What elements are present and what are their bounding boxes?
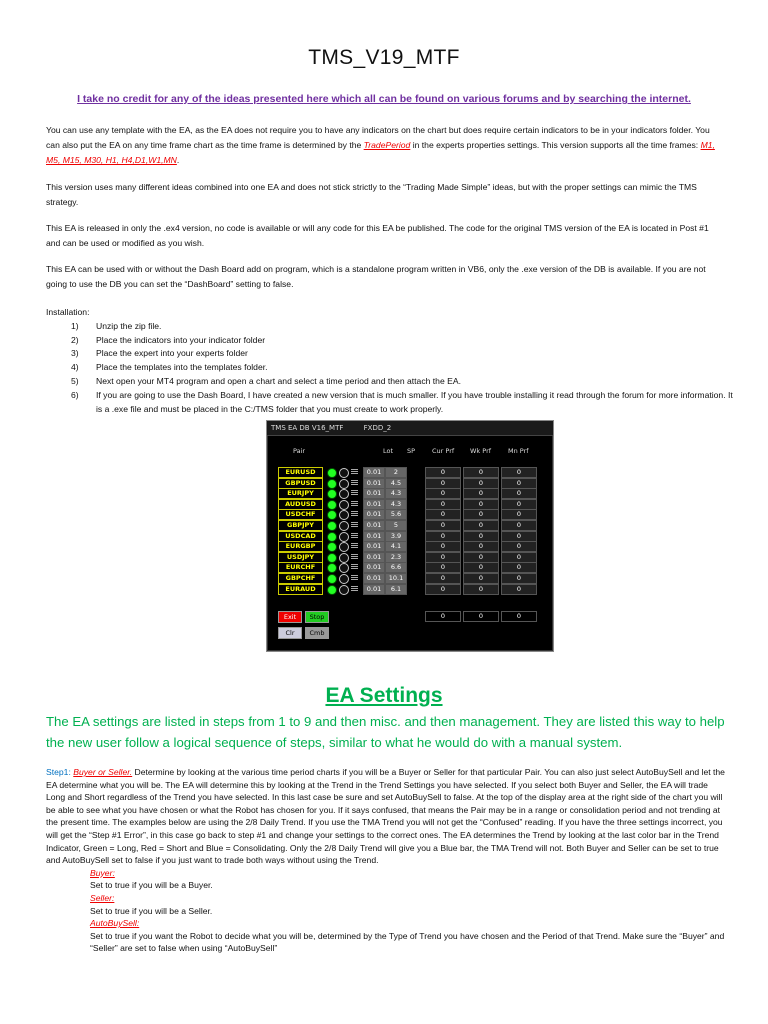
mn-prf-cell: 0 <box>501 562 537 573</box>
pair-button[interactable]: USDJPY <box>278 552 323 563</box>
paragraph-dashboard: This EA can be used with or without the Dash Board add on program, which is a standalone program written in VB6, only the .exe version of the DB is available. If you are not going to use the DB you can set the “DashBoard” setting to false. <box>46 264 706 289</box>
lot-cell: 0.01 <box>363 488 385 499</box>
status-led-icon <box>327 574 337 584</box>
col-wk-prf: Wk Prf <box>470 447 492 455</box>
pair-button[interactable]: EURGBP <box>278 541 323 552</box>
dashboard-screenshot <box>266 420 554 652</box>
wk-prf-cell: 0 <box>463 541 499 552</box>
smiley-icon <box>339 500 349 510</box>
bars-icon <box>351 575 358 581</box>
installation-steps <box>46 320 736 417</box>
pair-button[interactable]: AUDUSD <box>278 499 323 510</box>
sp-cell: 4.1 <box>385 541 407 552</box>
smiley-icon <box>339 532 349 542</box>
pair-button[interactable]: GBPJPY <box>278 520 323 531</box>
status-led-icon <box>327 500 337 510</box>
status-led-icon <box>327 510 337 520</box>
stop-button[interactable]: Stop <box>305 611 329 623</box>
cur-prf-cell: 0 <box>425 499 461 510</box>
cur-prf-cell: 0 <box>425 573 461 584</box>
lot-cell: 0.01 <box>363 499 385 510</box>
step-number: 2) <box>71 334 79 345</box>
sp-cell: 6.6 <box>385 562 407 573</box>
sp-cell: 4.3 <box>385 488 407 499</box>
exit-button[interactable]: Exit <box>278 611 302 623</box>
lot-cell: 0.01 <box>363 520 385 531</box>
status-led-icon <box>327 585 337 595</box>
cur-prf-cell: 0 <box>425 552 461 563</box>
dashboard-row <box>267 520 553 531</box>
mn-prf-cell: 0 <box>501 541 537 552</box>
step-text: Next open your MT4 program and open a chart and select a time period and then attach the EA. <box>96 375 461 386</box>
mn-prf-cell: 0 <box>501 573 537 584</box>
status-led-icon <box>327 532 337 542</box>
install-step <box>46 347 736 361</box>
pair-button[interactable]: EURJPY <box>278 488 323 499</box>
col-lot: Lot <box>383 447 394 455</box>
step-text: If you are going to use the Dash Board, I have created a new version that is much smaller. If you have trouble installing it read through the forum for more information. It is a .exe file and must be placed in the C:/TMS folder that you must create to work properly. <box>96 389 733 414</box>
pair-button[interactable]: USDCAD <box>278 531 323 542</box>
pair-button[interactable]: EURUSD <box>278 467 323 478</box>
total-mn-prf: 0 <box>501 611 537 622</box>
lot-cell: 0.01 <box>363 467 385 478</box>
sp-cell: 2.3 <box>385 552 407 563</box>
bars-icon <box>351 543 358 549</box>
bars-icon <box>351 469 358 475</box>
col-mn-prf: Mn Prf <box>508 447 529 455</box>
col-sp: SP <box>407 447 416 455</box>
wk-prf-cell: 0 <box>463 552 499 563</box>
wk-prf-cell: 0 <box>463 531 499 542</box>
sp-cell: 3.9 <box>385 531 407 542</box>
wk-prf-cell: 0 <box>463 584 499 595</box>
dashboard-account: FXDD_2 <box>363 424 392 432</box>
mn-prf-cell: 0 <box>501 488 537 499</box>
lot-cell: 0.01 <box>363 562 385 573</box>
install-step <box>46 320 736 334</box>
wk-prf-cell: 0 <box>463 488 499 499</box>
sp-cell: 4.5 <box>385 478 407 489</box>
dashboard-row <box>267 541 553 552</box>
dashboard-row <box>267 552 553 563</box>
lot-cell: 0.01 <box>363 531 385 542</box>
dashboard-row <box>267 531 553 542</box>
lot-cell: 0.01 <box>363 541 385 552</box>
tradeperiod-link: TradePeriod <box>363 140 411 150</box>
install-step <box>46 375 736 389</box>
autobuysell-text: Set to true if you want the Robot to decide what you will be, determined by the Type of Trend you have chosen and the Period of that Trend. Make sure the “Buyer” and “Seller” are set to false when using “AutoBuySell” <box>90 930 725 954</box>
install-step <box>46 361 736 375</box>
pair-button[interactable]: EURCHF <box>278 562 323 573</box>
smiley-icon <box>339 521 349 531</box>
dashboard-row <box>267 488 553 499</box>
step1-section <box>46 766 726 955</box>
sp-cell: 6.1 <box>385 584 407 595</box>
status-led-icon <box>327 468 337 478</box>
smiley-icon <box>339 585 349 595</box>
status-led-icon <box>327 553 337 563</box>
col-pair: Pair <box>293 447 306 455</box>
wk-prf-cell: 0 <box>463 467 499 478</box>
paragraph-release: This EA is released in only the .ex4 version, no code is available or will any code for this EA be published. The code for the original TMS version of the EA is located in Post #1 and can be used or modified as you wish. <box>46 223 709 248</box>
pair-button[interactable]: GBPUSD <box>278 478 323 489</box>
step-number: 4) <box>71 362 79 373</box>
status-led-icon <box>327 521 337 531</box>
cur-prf-cell: 0 <box>425 467 461 478</box>
pair-button[interactable]: GBPCHF <box>278 573 323 584</box>
mn-prf-cell: 0 <box>501 552 537 563</box>
dashboard-title: TMS EA DB V16_MTF <box>271 424 344 432</box>
clr-button[interactable]: Clr <box>278 627 302 639</box>
status-led-icon <box>327 489 337 499</box>
step-number: 1) <box>71 320 79 331</box>
step-number: 3) <box>71 348 79 359</box>
buyer-text: Set to true if you will be a Buyer. <box>90 880 213 891</box>
mn-prf-cell: 0 <box>501 531 537 542</box>
bars-icon <box>351 480 358 486</box>
status-led-icon <box>327 542 337 552</box>
total-wk-prf: 0 <box>463 611 499 622</box>
seller-label: Seller: <box>90 892 115 903</box>
bars-icon <box>351 554 358 560</box>
step1-title: Buyer or Seller. <box>73 767 133 777</box>
install-step <box>46 334 736 348</box>
mn-prf-cell: 0 <box>501 520 537 531</box>
dashboard-titlebar <box>267 421 553 436</box>
cur-prf-cell: 0 <box>425 520 461 531</box>
wk-prf-cell: 0 <box>463 562 499 573</box>
cur-prf-cell: 0 <box>425 531 461 542</box>
status-led-icon <box>327 479 337 489</box>
step-number: 5) <box>71 375 79 386</box>
wk-prf-cell: 0 <box>463 509 499 520</box>
step1-label: Step1: <box>46 767 71 777</box>
cur-prf-cell: 0 <box>425 509 461 520</box>
document-title: TMS_V19_MTF <box>308 46 460 69</box>
total-cur-prf: 0 <box>425 611 461 622</box>
mn-prf-cell: 0 <box>501 467 537 478</box>
dashboard-rows <box>267 467 553 594</box>
timeframes-text: M1, M5, M15, M30, H1, H4,D1,W1,MN <box>46 140 715 165</box>
smiley-icon <box>339 489 349 499</box>
seller-text: Set to true if you will be a Seller. <box>90 905 213 916</box>
bars-icon <box>351 564 358 570</box>
bars-icon <box>351 522 358 528</box>
status-led-icon <box>327 563 337 573</box>
smiley-icon <box>339 468 349 478</box>
smiley-icon <box>339 563 349 573</box>
paragraph-strategy: This version uses many different ideas combined into one EA and does not stick strictly to the “Trading Made Simple” ideas, but with the proper settings can mimic the TMS strategy. <box>46 182 697 207</box>
lot-cell: 0.01 <box>363 573 385 584</box>
lot-cell: 0.01 <box>363 478 385 489</box>
credit-notice: I take no credit for any of the ideas presented here which all can be found on various forums and by searching the internet. <box>77 93 691 105</box>
sp-cell: 5 <box>385 520 407 531</box>
ea-settings-heading: EA Settings <box>325 684 443 707</box>
wk-prf-cell: 0 <box>463 478 499 489</box>
ea-settings-intro: The EA settings are listed in steps from 1 to 9 and then misc. and then management. They are listed this way to help the new user follow a logical sequence of steps, similar to what he would do with a manual system. <box>46 714 725 750</box>
installation-label: Installation: <box>46 307 90 317</box>
sp-cell: 10.1 <box>385 573 407 584</box>
smiley-icon <box>339 510 349 520</box>
step-text: Place the templates into the templates folder. <box>96 362 268 373</box>
cmb-button[interactable]: Cmb <box>305 627 329 639</box>
col-cur-prf: Cur Prf <box>432 447 455 455</box>
cur-prf-cell: 0 <box>425 584 461 595</box>
sp-cell: 5.6 <box>385 509 407 520</box>
install-step <box>46 389 736 417</box>
smiley-icon <box>339 574 349 584</box>
pair-button[interactable]: USDCHF <box>278 509 323 520</box>
lot-cell: 0.01 <box>363 584 385 595</box>
installation-section <box>46 306 736 416</box>
wk-prf-cell: 0 <box>463 573 499 584</box>
dashboard-row <box>267 478 553 489</box>
bars-icon <box>351 533 358 539</box>
cur-prf-cell: 0 <box>425 541 461 552</box>
mn-prf-cell: 0 <box>501 509 537 520</box>
step-text: Place the indicators into your indicator folder <box>96 334 266 345</box>
smiley-icon <box>339 542 349 552</box>
step-text: Place the expert into your experts folder <box>96 348 248 359</box>
bars-icon <box>351 586 358 592</box>
lot-cell: 0.01 <box>363 552 385 563</box>
dashboard-header <box>267 447 553 459</box>
dashboard-row <box>267 467 553 478</box>
cur-prf-cell: 0 <box>425 488 461 499</box>
dashboard-row <box>267 499 553 510</box>
sp-cell: 4.3 <box>385 499 407 510</box>
wk-prf-cell: 0 <box>463 520 499 531</box>
autobuysell-label: AutoBuySell: <box>90 918 140 929</box>
dashboard-row <box>267 509 553 520</box>
step-text: Unzip the zip file. <box>96 320 162 331</box>
sp-cell: 2 <box>385 467 407 478</box>
bars-icon <box>351 490 358 496</box>
pair-button[interactable]: EURAUD <box>278 584 323 595</box>
mn-prf-cell: 0 <box>501 499 537 510</box>
smiley-icon <box>339 553 349 563</box>
bars-icon <box>351 511 358 517</box>
dashboard-row <box>267 562 553 573</box>
mn-prf-cell: 0 <box>501 478 537 489</box>
step1-text: Determine by looking at the various time period charts if you will be a Buyer or Seller for that particular Pair. You can also just select AutoBuySell and let the EA determine what you will be. The EA will determine this by looking at the Trend in the Trend Settings you have selected. If you select both Buyer and Seller, the EA will trade Long and Short regardless of the Trend you have selected. In this last case be sure and set AutoBuySell to false. At the top of the display area at the right side of the chart you will be able to see what you have chosen or what the Robot has chosen for you. If it says confused, that means the Pair may be in a range or consolidation period and not trending at the present time. The examples below are using the 2/8 Daily Trend. If you use the TMA Trend you will not get the “Confused” reading. If you have the three settings incorrect, you will get the “Step #1 Error”, in this case go back to step #1 and change your settings to the correct ones. The EA determines the Trend by looking at the last color bar in the Trend Indicator, Green = Long, Red = Short and Blue = Consolidating. Only the 2/8 Daily Trend will give you a Blue bar, the TMA Trend will not. Both Buyer and Seller can be set to true and AutoBuySell set to false if you just want to trade both ways without using the Trend. <box>46 767 725 866</box>
step-number: 6) <box>71 389 79 400</box>
bars-icon <box>351 501 358 507</box>
dashboard-row <box>267 573 553 584</box>
dashboard-row <box>267 584 553 595</box>
wk-prf-cell: 0 <box>463 499 499 510</box>
lot-cell: 0.01 <box>363 509 385 520</box>
mn-prf-cell: 0 <box>501 584 537 595</box>
buyer-label: Buyer: <box>90 867 115 878</box>
smiley-icon <box>339 479 349 489</box>
cur-prf-cell: 0 <box>425 478 461 489</box>
paragraph-intro: You can use any template with the EA, as the EA does not require you to have any indicators on the chart but does require certain indicators to be in your indicators folder. You can also put the EA on any time frame chart as the time frame is determined by the TradePeriod in the experts properties settings. This version supports all the time frames: M1, M5, M15, M30, H1, H4,D1,W1,MN. <box>46 125 715 165</box>
cur-prf-cell: 0 <box>425 562 461 573</box>
